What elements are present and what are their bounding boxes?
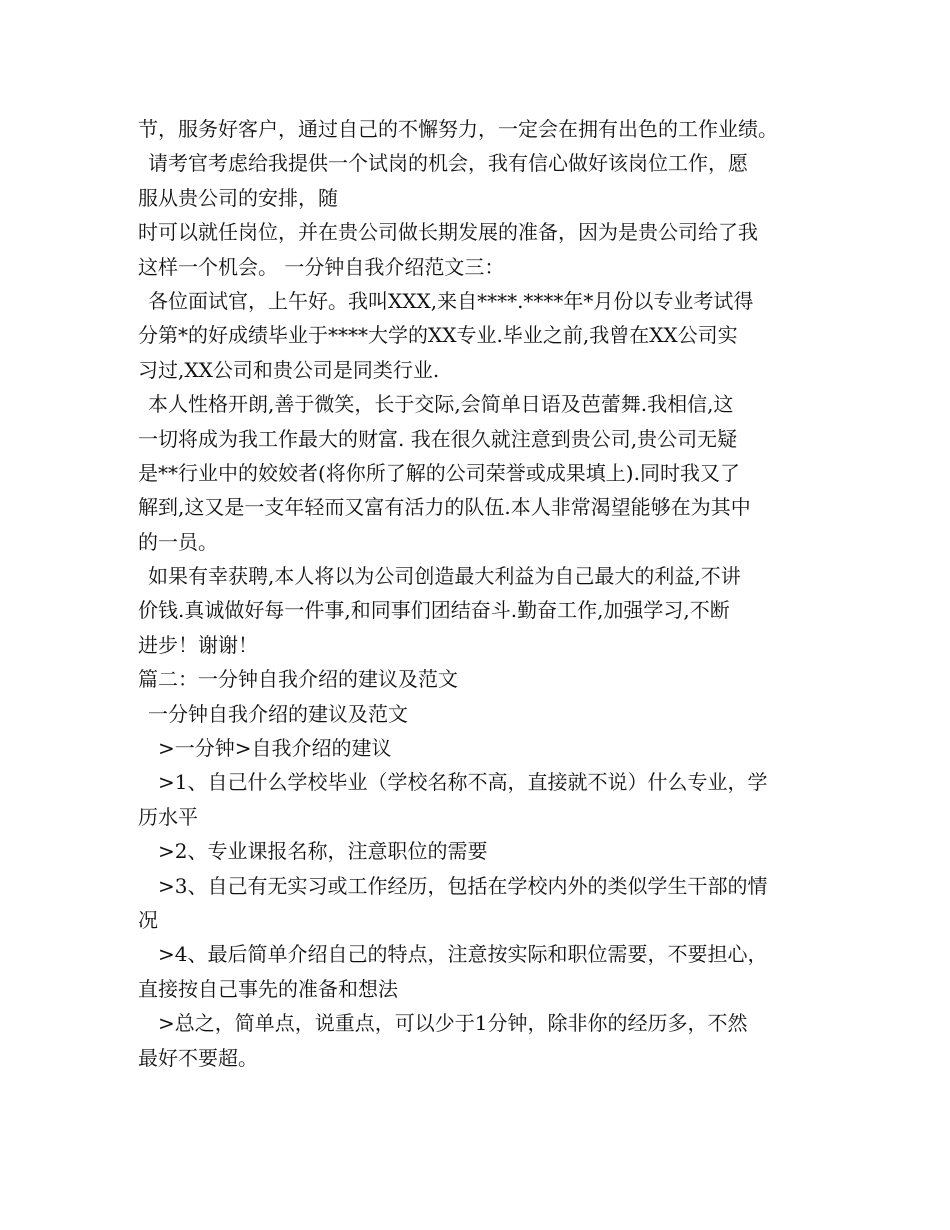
text-line: 进步！谢谢！: [138, 632, 258, 657]
text-line: >一分钟>自我介绍的建议: [158, 736, 392, 761]
text-line: 解到,这又是一支年轻而又富有活力的队伍.本人非常渴望能够在为其中: [138, 495, 751, 520]
text-line: 时可以就任岗位，并在贵公司做长期发展的准备，因为是贵公司给了我: [138, 220, 758, 245]
text-line: 习过,XX公司和贵公司是同类行业.: [138, 357, 440, 382]
text-line: 服从贵公司的安排，随: [138, 185, 338, 210]
list-item: >1、自己什么学校毕业（学校名称不高，直接就不说）什么专业，学: [158, 770, 768, 795]
text-line: 各位面试官，上午好。我叫XXX,来自****.****年*月份以专业考试得: [148, 288, 754, 313]
text-line: 本人性格开朗,善于微笑，长于交际,会简单日语及芭蕾舞.我相信,这: [148, 392, 734, 417]
section-subheading: 一分钟自我介绍的建议及范文: [148, 701, 408, 726]
text-line: 历水平: [138, 804, 198, 829]
text-line: 的一员。: [138, 529, 218, 554]
section-heading: 篇二：一分钟自我介绍的建议及范文: [138, 667, 458, 692]
list-item: >总之，简单点，说重点，可以少于1分钟，除非你的经历多，不然: [158, 1011, 748, 1036]
text-line: 一切将成为我工作最大的财富. 我在很久就注意到贵公司,贵公司无疑: [138, 426, 738, 451]
text-line: 直接按自己事先的准备和想法: [138, 976, 398, 1001]
list-item: >3、自己有无实习或工作经历，包括在学校内外的类似学生干部的情: [158, 873, 768, 898]
text-line: 况: [138, 907, 158, 932]
list-item: >4、最后简单介绍自己的特点，注意按实际和职位需要，不要担心，: [158, 942, 768, 967]
text-line: 这样一个机会。 一分钟自我介绍范文三：: [138, 254, 505, 279]
text-line: 节，服务好客户，通过自己的不懈努力，一定会在拥有出色的工作业绩。: [138, 117, 778, 141]
text-line: 请考官考虑给我提供一个试岗的机会，我有信心做好该岗位工作，愿: [148, 151, 748, 176]
text-line: 是**行业中的姣姣者(将你所了解的公司荣誉或成果填上).同时我又了: [138, 460, 740, 485]
text-line: 分第*的好成绩毕业于****大学的XX专业.毕业之前,我曾在XX公司实: [138, 323, 738, 348]
text-line: 最好不要超。: [138, 1045, 258, 1070]
document-body: [138, 112, 828, 1075]
text-line: 价钱.真诚做好每一件事,和同事们团结奋斗.勤奋工作,加强学习,不断: [138, 598, 730, 623]
text-line: 如果有幸获聘,本人将以为公司创造最大利益为自己最大的利益,不讲: [148, 564, 741, 589]
list-item: >2、专业课报名称，注意职位的需要: [158, 839, 488, 864]
